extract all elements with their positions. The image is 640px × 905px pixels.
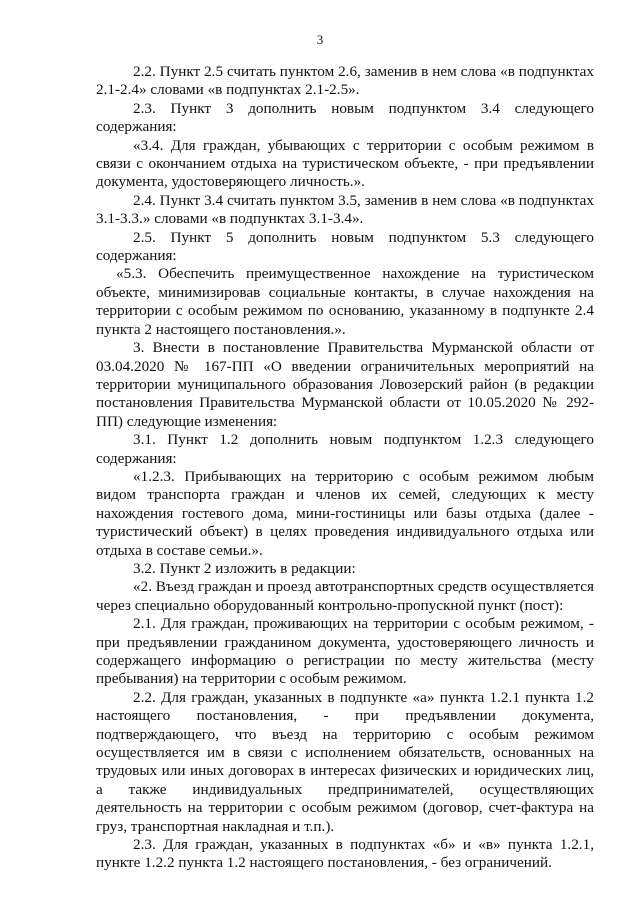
paragraph-5-3-quote: «5.3. Обеспечить преимущественное нахождение на туристическом объекте, минимизировав социальные контакты, в случае нахождения на территории с особым режимом по основанию, указанному в подпункте 2.4 пункта 2 настоящего постановления.». bbox=[96, 265, 594, 338]
paragraph-3-2: 3.2. Пункт 2 изложить в редакции: bbox=[133, 559, 356, 577]
page-number: 3 bbox=[316, 32, 324, 47]
paragraph-1-2-3-quote: «1.2.3. Прибывающих на территорию с особым режимом любым видом транспорта граждан и членов их семей, следующих к месту нахождения гостевого дома, мини-гостиницы или базы отдыха (далее - туристический объект) в целях проведения индивидуального отдыха или отдыха в составе семьи.». bbox=[96, 467, 594, 559]
paragraph-2-quote: «2. Въезд граждан и проезд автотранспортных средств осуществляется через специально оборудованный контрольно-пропускной пункт (пост): bbox=[96, 578, 594, 614]
paragraph-3-4-quote: «3.4. Для граждан, убывающих с территории с особым режимом в связи с окончанием отдыха на туристическом объекте, - при предъявлении документа, удостоверяющего личность.». bbox=[96, 136, 594, 191]
paragraph-2-1: 2.1. Для граждан, проживающих на территории с особым режимом, - при предъявлении гражданином документа, удостоверяющего личность и содержащего информацию о регистрации по месту жительства (месту пребывания) на территории с особым режимом. bbox=[96, 615, 594, 688]
paragraph-2-3: 2.3. Пункт 3 дополнить новым подпунктом 3.4 следующего содержания: bbox=[96, 99, 594, 136]
paragraph-2-4: 2.4. Пункт 3.4 считать пунктом 3.5, заменив в нем слова «в подпунктах 3.1-3.3.» словами «в подпунктах 3.1-3.4». bbox=[96, 191, 594, 228]
paragraph-2-3-sub: 2.3. Для граждан, указанных в подпунктах «б» и «в» пункта 1.2.1, пункте 1.2.2 пункта 1.2 настоящего постановления, - без ограничений. bbox=[96, 836, 594, 872]
paragraph-3-1: 3.1. Пункт 1.2 дополнить новым подпунктом 1.2.3 следующего содержания: bbox=[96, 431, 594, 467]
document-body bbox=[96, 63, 594, 873]
paragraph-2-5: 2.5. Пункт 5 дополнить новым подпунктом 5.3 следующего содержания: bbox=[96, 228, 594, 265]
paragraph-3: 3. Внести в постановление Правительства Мурманской области от 03.04.2020 № 167-ПП «О введении ограничительных мероприятий на территории муниципального образования Ловозерский район (в редакции постановления Правительства Мурманской области от 10.05.2020 № 292-ПП) следующие изменения: bbox=[96, 339, 594, 430]
paragraph-2-2-sub: 2.2. Для граждан, указанных в подпункте «а» пункта 1.2.1 пункта 1.2 настоящего постановления, - при предъявлении документа, подтверждающего, что въезд на территорию с особым режимом осуществляется им в связи с исполнением обязательств, основанных на трудовых или иных договорах в интересах физических и юридических лиц, а также индивидуальных предпринимателей, осуществляющих деятельность на территории с особым режимом (договор, счет-фактура на груз, транспортная накладная и т.п.). bbox=[96, 688, 594, 835]
paragraph-2-2: 2.2. Пункт 2.5 считать пунктом 2.6, заменив в нем слова «в подпунктах 2.1-2.4» словами «в подпунктах 2.1-2.5». bbox=[96, 63, 594, 99]
